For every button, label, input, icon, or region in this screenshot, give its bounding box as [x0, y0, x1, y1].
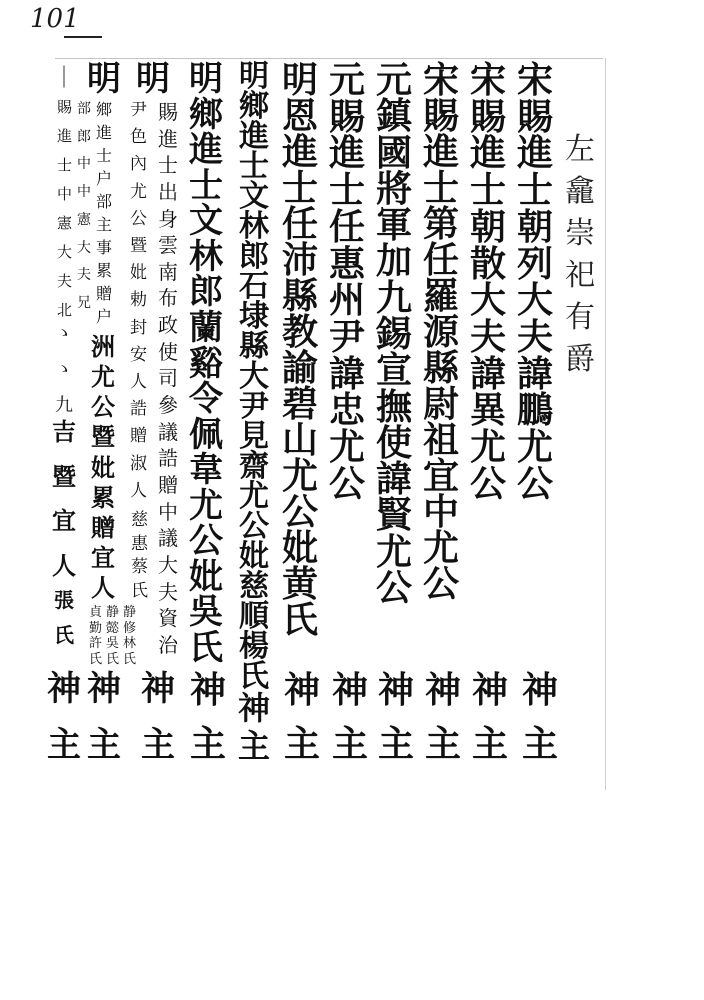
- glyph: 氏: [122, 651, 136, 667]
- glyph: 夫: [158, 579, 178, 604]
- glyph: 大: [56, 243, 72, 261]
- glyph: 公: [130, 208, 147, 229]
- tablet-inscription: [421, 59, 461, 605]
- glyph: 鎮: [375, 95, 412, 138]
- glyph: 賢: [375, 494, 412, 537]
- glyph: 人: [130, 372, 147, 393]
- glyph: 沛: [281, 239, 318, 281]
- glyph: 贈: [91, 512, 115, 542]
- glyph: 洲: [91, 332, 115, 361]
- glyph: 士: [422, 167, 459, 209]
- glyph: ゝ: [55, 359, 73, 380]
- tablet-inscription-line: [128, 102, 149, 500]
- glyph: 賜: [56, 98, 72, 116]
- glyph: 主: [95, 215, 112, 234]
- glyph: 公: [328, 462, 365, 505]
- glyph: 公: [375, 566, 412, 609]
- glyph: 州: [328, 279, 365, 322]
- glyph: 文: [189, 201, 223, 242]
- glyph: 源: [422, 311, 459, 353]
- ditto-mark: [51, 68, 77, 94]
- glyph: 資: [158, 606, 178, 631]
- tablet-suffix: [139, 669, 177, 765]
- glyph: 部: [77, 101, 91, 117]
- glyph: 夫: [469, 316, 506, 359]
- glyph: 明: [136, 59, 170, 99]
- consort-name: [105, 606, 120, 666]
- tablet-inscription: [237, 59, 271, 694]
- glyph: 宜: [422, 455, 459, 497]
- glyph: 尤: [422, 527, 459, 569]
- glyph: 宋: [422, 59, 459, 101]
- tablet-inscription-line: [53, 325, 75, 415]
- tablet-suffix: [330, 669, 370, 765]
- glyph: 尤: [328, 426, 365, 469]
- glyph: 賜: [516, 95, 553, 138]
- tablet-inscription: [374, 59, 414, 609]
- glyph: 氏: [88, 651, 102, 667]
- glyph: 尤: [516, 426, 553, 469]
- glyph: 尤: [239, 479, 269, 514]
- glyph: 議: [158, 419, 178, 444]
- tablet-inscription-line: [156, 102, 180, 655]
- consort-name: [88, 606, 103, 666]
- glyph: 兄: [77, 294, 91, 311]
- dynasty-mark: [134, 59, 172, 99]
- glyph: 氏: [131, 580, 148, 601]
- glyph: 暨: [52, 461, 76, 491]
- glyph: 勅: [130, 290, 147, 311]
- glyph: 主: [237, 727, 270, 765]
- glyph: 士: [95, 146, 112, 165]
- glyph: 士: [469, 169, 506, 212]
- glyph: 公: [516, 462, 553, 505]
- page-right-edge: [605, 58, 606, 790]
- glyph: 暨: [91, 422, 115, 452]
- tablet-suffix: [376, 669, 416, 765]
- glyph: 山: [281, 419, 318, 461]
- glyph: 神: [471, 669, 508, 711]
- glyph: 賜: [422, 95, 459, 137]
- glyph: 尤: [281, 455, 318, 497]
- glyph: 神: [189, 669, 226, 711]
- tablet-inscription-line: [89, 332, 117, 602]
- glyph: 錫: [375, 312, 412, 355]
- glyph: 部: [95, 192, 112, 211]
- glyph: 公: [422, 563, 459, 605]
- glyph: 尹: [239, 389, 269, 424]
- glyph: 大: [158, 552, 178, 577]
- tablet-suffix: [423, 669, 463, 765]
- glyph: 氏: [189, 628, 223, 668]
- tablet-inscription-line: [75, 102, 93, 310]
- glyph: 士: [189, 165, 223, 206]
- glyph: 蔡: [131, 557, 148, 578]
- glyph: 司: [158, 366, 178, 391]
- tablet-inscription-line: [50, 417, 78, 580]
- glyph: 人: [52, 550, 76, 580]
- glyph: 賜: [469, 95, 506, 138]
- glyph: 累: [91, 482, 115, 512]
- glyph: 公: [189, 521, 223, 562]
- glyph: 妣: [281, 527, 318, 569]
- glyph: 郎: [189, 272, 223, 313]
- glyph: 治: [158, 632, 178, 657]
- glyph: 郎: [239, 239, 269, 274]
- glyph: 淑: [130, 453, 147, 474]
- glyph: 埭: [239, 299, 269, 334]
- glyph: 進: [422, 131, 459, 173]
- glyph: 明: [87, 59, 121, 99]
- glyph: 順: [239, 599, 269, 634]
- glyph: 憲: [77, 211, 91, 228]
- glyph: 氏: [105, 651, 119, 667]
- glyph: 林: [189, 236, 223, 277]
- glyph: 夫: [56, 272, 72, 290]
- glyph: 静: [122, 605, 136, 620]
- glyph: 主: [283, 723, 320, 765]
- glyph: 主: [377, 723, 414, 765]
- glyph: 士: [328, 169, 365, 212]
- tablet-suffix: [236, 689, 272, 765]
- tablet-suffix: [45, 669, 83, 765]
- tablet-inscription: [327, 59, 367, 505]
- glyph: 中: [77, 184, 91, 201]
- glyph: 任: [328, 205, 365, 248]
- glyph: 齋: [239, 449, 269, 484]
- glyph: 公: [91, 392, 115, 422]
- glyph: 鄉: [239, 89, 269, 124]
- glyph: 進: [56, 127, 72, 145]
- glyph: 爵: [565, 342, 595, 377]
- glyph: 誥: [130, 399, 147, 420]
- glyph: 貞: [88, 605, 102, 620]
- glyph: 明: [189, 59, 223, 99]
- glyph: 任: [281, 203, 318, 245]
- glyph: 惠: [328, 242, 365, 285]
- glyph: 封: [130, 317, 147, 338]
- glyph: 主: [471, 723, 508, 765]
- glyph: 林: [239, 209, 269, 244]
- glyph: 令: [189, 379, 223, 420]
- glyph: 神: [47, 669, 81, 709]
- glyph: 佩: [189, 414, 223, 455]
- glyph: 張: [54, 588, 74, 612]
- glyph: 人: [130, 480, 147, 501]
- glyph: 中: [56, 185, 72, 203]
- glyph: 參: [158, 393, 178, 418]
- glyph: 主: [141, 725, 175, 765]
- tablet-suffix: [470, 669, 510, 765]
- glyph: 贈: [95, 284, 112, 303]
- glyph: 元: [328, 59, 365, 101]
- glyph: 氏: [239, 659, 269, 694]
- glyph: 祖: [422, 419, 459, 461]
- glyph: 北: [56, 301, 72, 319]
- glyph: 縣: [239, 329, 269, 364]
- glyph: 士: [158, 153, 178, 178]
- glyph: 主: [87, 725, 121, 765]
- glyph: 進: [95, 123, 112, 142]
- glyph: 妣: [91, 452, 115, 482]
- glyph: 妣: [130, 263, 147, 284]
- glyph: 碧: [281, 383, 318, 425]
- glyph: 進: [158, 126, 178, 151]
- glyph: 明: [239, 59, 269, 94]
- glyph: 宋: [469, 59, 506, 101]
- glyph: 懿: [105, 620, 119, 636]
- glyph: 九: [55, 395, 73, 416]
- glyph: 鵬: [516, 389, 553, 432]
- glyph: 事: [95, 238, 112, 257]
- glyph: 大: [239, 359, 269, 394]
- glyph: 林: [122, 636, 136, 652]
- glyph: 暨: [130, 236, 147, 257]
- glyph: 主: [424, 723, 461, 765]
- consort-name: [122, 606, 137, 666]
- tablet-inscription-line: [55, 100, 74, 318]
- glyph: 士: [56, 156, 72, 174]
- glyph: 韋: [189, 450, 223, 491]
- glyph: 大: [516, 279, 553, 322]
- glyph: 士: [239, 149, 269, 184]
- tablet-suffix: [188, 669, 228, 765]
- tablet-suffix: [520, 669, 560, 765]
- glyph: 尤: [189, 485, 223, 526]
- glyph: 諱: [469, 352, 506, 395]
- glyph: 大: [469, 279, 506, 322]
- glyph: 公: [281, 491, 318, 533]
- consort-name: [52, 590, 76, 645]
- glyph: 累: [95, 261, 112, 280]
- glyph: 慈: [131, 510, 148, 530]
- tablet-suffix: [85, 669, 123, 765]
- glyph: 雲: [158, 233, 178, 258]
- glyph: 出: [158, 179, 178, 204]
- glyph: 縣: [422, 347, 459, 389]
- glyph: 神: [521, 669, 558, 711]
- glyph: 静: [105, 605, 119, 620]
- glyph: 有: [565, 300, 595, 335]
- glyph: 神: [237, 689, 270, 727]
- glyph: 見: [239, 419, 269, 454]
- glyph: 諭: [281, 347, 318, 389]
- glyph: 神: [377, 669, 414, 711]
- glyph: 忠: [328, 389, 365, 432]
- glyph: 宋: [516, 59, 553, 101]
- glyph: 蘭: [189, 307, 223, 348]
- glyph: 公: [239, 509, 269, 544]
- glyph: 憲: [56, 214, 72, 232]
- glyph: 惠: [131, 533, 148, 554]
- glyph: 户: [95, 307, 112, 326]
- glyph: 諱: [328, 352, 365, 395]
- glyph: 列: [516, 242, 553, 285]
- glyph: 尤: [130, 181, 147, 202]
- glyph: 龕: [565, 174, 595, 209]
- glyph: 尹: [328, 316, 365, 359]
- glyph: 朝: [469, 205, 506, 248]
- consort-name: [129, 512, 150, 600]
- glyph: 尹: [130, 100, 147, 120]
- glyph: 妣: [189, 556, 223, 597]
- dynasty-mark: [85, 59, 123, 99]
- glyph: 尤: [469, 426, 506, 469]
- glyph: 氏: [281, 599, 318, 641]
- shrine-title: [563, 132, 597, 377]
- glyph: 賜: [158, 100, 178, 124]
- tablet-suffix: [282, 669, 322, 765]
- glyph: 文: [239, 179, 269, 214]
- glyph: 郎: [77, 128, 91, 145]
- glyph: 進: [281, 131, 318, 173]
- glyph: 神: [141, 669, 175, 709]
- glyph: 許: [88, 636, 102, 652]
- glyph: 吳: [189, 592, 223, 633]
- glyph: 主: [521, 723, 558, 765]
- glyph: 夫: [77, 267, 91, 284]
- glyph: 使: [375, 421, 412, 464]
- glyph: 主: [47, 725, 81, 765]
- glyph: 贈: [130, 426, 147, 447]
- glyph: 諱: [375, 458, 412, 501]
- tablet-inscription: [280, 59, 320, 641]
- glyph: 主: [189, 723, 226, 765]
- glyph: 國: [375, 131, 412, 174]
- page-number: 101: [30, 4, 80, 34]
- glyph: 谿: [189, 343, 223, 384]
- glyph: 內: [130, 154, 147, 175]
- glyph: ｜: [52, 66, 75, 91]
- glyph: 勤: [88, 620, 102, 636]
- glyph: 恩: [281, 95, 318, 137]
- glyph: 士: [281, 167, 318, 209]
- glyph: 任: [422, 239, 459, 281]
- glyph: 縣: [281, 275, 318, 317]
- glyph: 尤: [91, 362, 115, 392]
- page-number-underline: [64, 36, 102, 38]
- glyph: 楊: [239, 629, 269, 664]
- glyph: 公: [469, 462, 506, 505]
- glyph: 神: [331, 669, 368, 711]
- glyph: 尉: [422, 383, 459, 425]
- glyph: 身: [158, 206, 178, 231]
- tablet-inscription: [468, 59, 508, 505]
- glyph: 宜: [91, 542, 115, 572]
- glyph: 神: [424, 669, 461, 711]
- glyph: 宣: [375, 349, 412, 392]
- glyph: 政: [158, 313, 178, 338]
- glyph: 色: [130, 127, 147, 148]
- glyph: 使: [158, 339, 178, 364]
- glyph: 修: [122, 620, 136, 636]
- glyph: 羅: [422, 275, 459, 317]
- glyph: 宜: [52, 506, 76, 536]
- glyph: 妣: [239, 539, 269, 574]
- glyph: 吉: [52, 417, 76, 446]
- glyph: 教: [281, 311, 318, 353]
- glyph: 左: [565, 132, 595, 167]
- glyph: 神: [87, 669, 121, 709]
- glyph: 石: [239, 269, 269, 304]
- glyph: 進: [516, 132, 553, 175]
- glyph: 主: [331, 723, 368, 765]
- glyph: 尤: [375, 530, 412, 573]
- glyph: 崇: [565, 216, 595, 251]
- glyph: 賜: [328, 95, 365, 138]
- glyph: 中: [77, 156, 91, 173]
- glyph: 異: [469, 389, 506, 432]
- glyph: 黄: [281, 563, 318, 605]
- glyph: 進: [469, 132, 506, 175]
- glyph: 諱: [516, 352, 553, 395]
- glyph: 元: [375, 59, 412, 101]
- glyph: 進: [239, 119, 269, 154]
- glyph: 中: [158, 499, 178, 524]
- glyph: 士: [516, 169, 553, 212]
- glyph: 南: [158, 259, 178, 284]
- glyph: 加: [375, 240, 412, 283]
- glyph: 進: [189, 130, 223, 171]
- glyph: 鄉: [189, 94, 223, 135]
- glyph: 誥: [158, 446, 178, 471]
- glyph: 布: [158, 286, 178, 311]
- glyph: 贈: [158, 472, 178, 497]
- glyph: 吳: [105, 636, 119, 652]
- glyph: 進: [328, 132, 365, 175]
- glyph: 氏: [54, 623, 74, 647]
- glyph: 中: [422, 491, 459, 533]
- glyph: 朝: [516, 205, 553, 248]
- tablet-inscription-line: [94, 102, 114, 325]
- glyph: 慈: [239, 569, 269, 604]
- glyph: 明: [281, 59, 318, 101]
- glyph: 大: [77, 239, 91, 256]
- glyph: 鄉: [95, 100, 112, 119]
- glyph: 安: [130, 344, 147, 365]
- tablet-inscription: [187, 59, 225, 668]
- glyph: 神: [283, 669, 320, 711]
- glyph: 散: [469, 242, 506, 285]
- tablet-inscription: [515, 59, 555, 505]
- glyph: 議: [158, 526, 178, 551]
- glyph: 軍: [375, 204, 412, 247]
- glyph: 第: [422, 203, 459, 245]
- glyph: ゝ: [55, 323, 73, 344]
- glyph: 撫: [375, 385, 412, 428]
- glyph: 夫: [516, 316, 553, 359]
- glyph: 人: [91, 573, 115, 602]
- glyph: 將: [375, 167, 412, 210]
- glyph: 祀: [565, 258, 595, 293]
- glyph: 九: [375, 276, 412, 319]
- glyph: 户: [95, 169, 112, 188]
